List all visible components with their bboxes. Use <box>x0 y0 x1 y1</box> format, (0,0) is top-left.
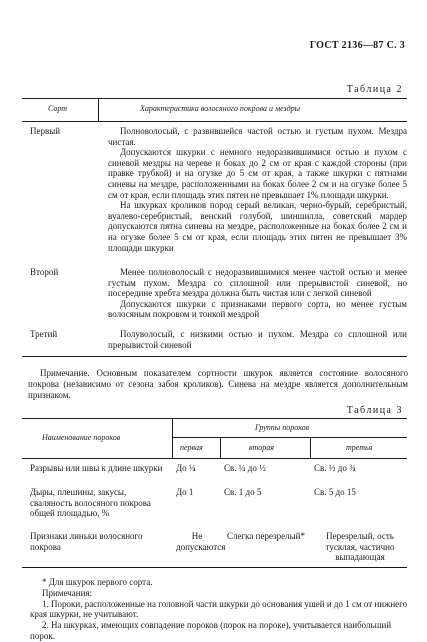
table2-note: Примечание. Основным показателем сортности шкурок является состояние волосяного покрова (независимо от сезона забоя кроликов). Синева на мездре является дополнительным признаком. <box>28 368 408 400</box>
notes-title: Примечания: <box>42 587 93 598</box>
table3-col-defect: Наименование пороков <box>42 433 121 442</box>
grade-second: Второй <box>30 267 59 277</box>
table2-col-grade: Сорт <box>48 104 68 113</box>
third-grade-para: Полуволосый, с низкими остью и пухом. Мездра со сплошной или прерывистой синевой <box>108 329 407 350</box>
first-grade-description <box>108 126 407 253</box>
table3-caption: Таблица 3 <box>346 405 403 416</box>
first-grade-para: Полноволосый, с развившейся частой остью и густым пухом. Мездра чистая. <box>108 126 407 147</box>
second-grade-description <box>108 267 407 320</box>
table3-group-second: вторая <box>249 443 274 452</box>
table2-header-divider <box>98 98 99 121</box>
table3-row-g2: Св. ¼ до ½ <box>224 463 266 473</box>
table3-row-defect: Разрывы или швы к длине шкурки <box>30 463 163 473</box>
table3-bottom-rule <box>22 567 407 568</box>
first-grade-para: Допускаются шкурки с немного недоразвившимися остью и пухом с синевой мездры на череве и боках до 2 см от края с каждой стороны (при правке трубкой) и на огузке до 5 см от края, а также шкурки с пятнами синевы на мездре, расположенными на боках более 2 см и на огузке более 5 см от края, если площадь этих пятен не превышает 1% площади шкурки. <box>108 147 407 200</box>
note-item: 2. На шкурках, имеющих совпадение пороков (порок на пороке), учитывается наибольший порок. <box>30 620 392 641</box>
table3-group-first: первая <box>180 443 203 452</box>
table3-row-g1: Не допускаются <box>176 531 226 552</box>
table3-col-divider-2 <box>220 437 221 458</box>
note-item: 1. Пороки, расположенные на головной части шкурки до основания ушей и до 1 см от нижнего края шкурки, не учитывают. <box>30 598 408 620</box>
first-grade-para: На шкурках кроликов пород серый великан, черно-бурый, серебристый, вуалево-серебристый, венский голубой, шиншилла, советский мардер допускаются пятна синевы на мездре, расположенные на боках более 2 см и на огузке более 5 см от края, если площадь этих пятен не превышает 3% площади шкурки <box>108 200 407 253</box>
grade-first: Первый <box>30 126 61 136</box>
second-grade-para: Допускаются шкурки с признаками первого сорта, но менее густым волосяным покровом и тонкой мездрой <box>108 298 407 320</box>
footnote-star: * Для шкурок первого сорта. <box>42 577 153 587</box>
table2-col-desc: Характеристика волосяного покрова и мездры <box>140 104 301 113</box>
table3-row-g3: Перезрелый, ость тусклая, частично выпадающая <box>325 531 395 563</box>
table3-col-groups: Группы пороков <box>255 423 310 432</box>
table3-row-g2: Св. 1 до 5 <box>224 487 262 497</box>
third-grade-description <box>108 329 407 350</box>
table3-col-divider-3 <box>310 437 311 458</box>
table2-top-rule <box>22 98 407 99</box>
table2-caption: Таблица 2 <box>346 84 403 95</box>
table3-group-rule <box>172 437 407 438</box>
table3-group-third: третья <box>346 443 373 452</box>
table3-row-g3: Св. 5 до 15 <box>314 487 356 497</box>
page-header: ГОСТ 2136—87 С. 3 <box>309 40 405 51</box>
table3-row-defect: Дыры, плешины, закусы, сваляность волосяного покрова общей площадью, % <box>30 487 151 519</box>
table3-row-defect: Признаки линьки волосяного покрова <box>30 531 143 552</box>
table2-bottom-rule <box>22 356 407 357</box>
table3-top-rule <box>22 418 407 419</box>
footnotes <box>30 577 408 642</box>
second-grade-para: Менее полноволосый с недоразвившимися менее частой остью и менее густым пухом. Мездра со сплошной или прерывистой синевой, но посередине хребта мездра должна быть чистая или с легкой синевой <box>108 267 407 299</box>
table3-row-g1: До ¼ <box>176 463 196 473</box>
table3-row-g3: Св. ½ до ¾ <box>314 463 356 473</box>
table3-row-g1: До 1 <box>176 487 194 497</box>
table3-header-rule <box>22 458 407 459</box>
table2-header-rule <box>22 121 407 122</box>
grade-third: Третий <box>30 329 58 339</box>
table3-row-g2: Слегка перезрелый* <box>227 531 305 541</box>
table3-col-divider-1 <box>172 418 173 458</box>
